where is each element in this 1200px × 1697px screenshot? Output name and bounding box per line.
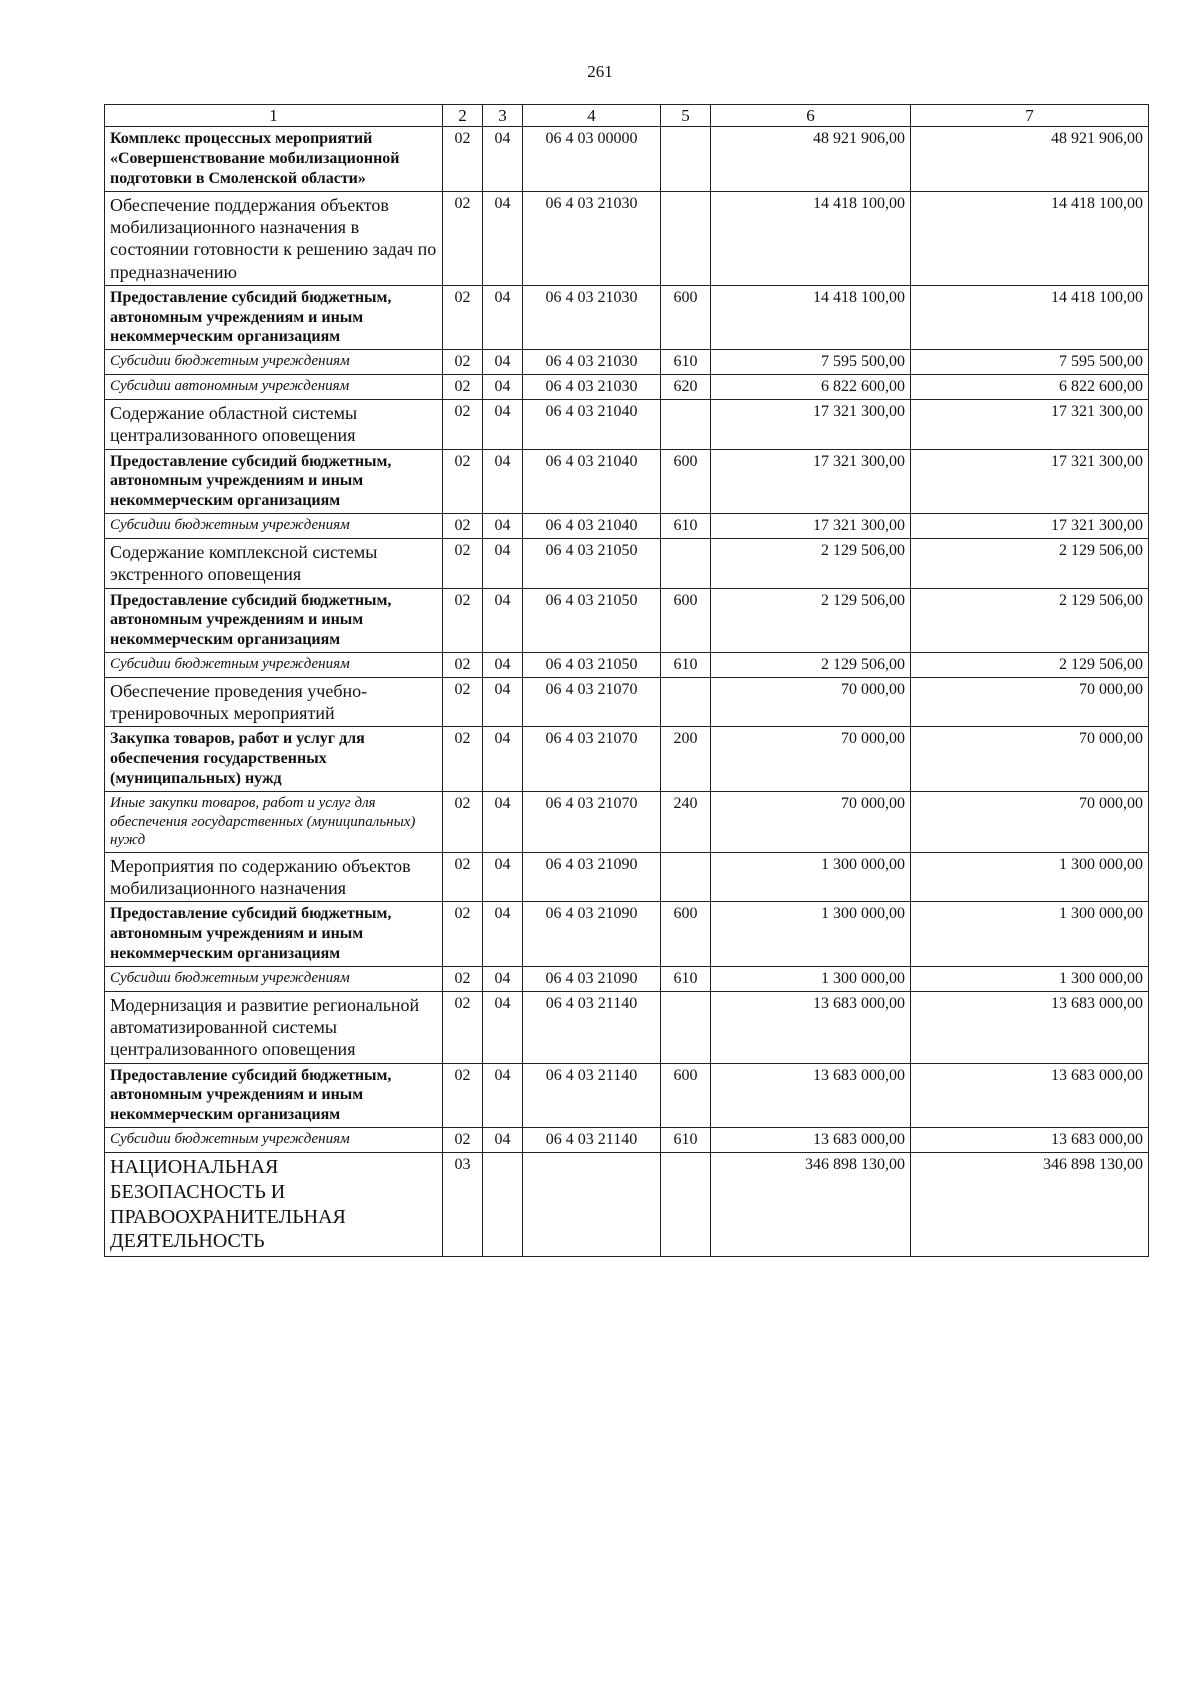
- amount-col-7: 346 898 130,00: [911, 1152, 1149, 1256]
- target-article-code: 06 4 03 21040: [523, 449, 661, 513]
- subsection-code: 04: [483, 588, 523, 652]
- amount-col-7: 17 321 300,00: [911, 399, 1149, 449]
- expense-type-code: 600: [661, 1063, 711, 1127]
- budget-table: [104, 104, 1149, 1257]
- item-name: Содержание комплексной системы экстренного оповещения: [105, 538, 443, 588]
- target-article-code: 06 4 03 21050: [523, 588, 661, 652]
- item-name: Содержание областной системы централизованного оповещения: [105, 399, 443, 449]
- subsection-code: 04: [483, 852, 523, 902]
- header-cell-4: 4: [523, 105, 661, 127]
- section-code: 02: [443, 791, 483, 852]
- item-name: Предоставление субсидий бюджетным, автономным учреждениям и иным некоммерческим организациям: [105, 285, 443, 349]
- amount-col-6: 13 683 000,00: [711, 1063, 911, 1127]
- amount-col-6: 6 822 600,00: [711, 375, 911, 400]
- amount-col-7: 14 418 100,00: [911, 191, 1149, 285]
- item-name: Модернизация и развитие региональной автоматизированной системы централизованного оповещения: [105, 991, 443, 1063]
- expense-type-code: 610: [661, 350, 711, 375]
- expense-type-code: 610: [661, 966, 711, 991]
- section-code: 02: [443, 191, 483, 285]
- amount-col-7: 2 129 506,00: [911, 653, 1149, 678]
- target-article-code: 06 4 03 21040: [523, 399, 661, 449]
- subsection-code: 04: [483, 449, 523, 513]
- amount-col-6: 346 898 130,00: [711, 1152, 911, 1256]
- table-row: [105, 375, 1149, 400]
- target-article-code: 06 4 03 21140: [523, 991, 661, 1063]
- table-row: [105, 653, 1149, 678]
- expense-type-code: 200: [661, 727, 711, 791]
- item-name: Субсидии бюджетным учреждениям: [105, 514, 443, 539]
- item-name: Субсидии бюджетным учреждениям: [105, 350, 443, 375]
- item-name: Обеспечение поддержания объектов мобилизационного назначения в состоянии готовности к решению задач по предназначению: [105, 191, 443, 285]
- amount-col-7: 14 418 100,00: [911, 285, 1149, 349]
- table-row: [105, 1152, 1149, 1256]
- amount-col-7: 1 300 000,00: [911, 902, 1149, 966]
- section-code: 02: [443, 653, 483, 678]
- table-row: [105, 285, 1149, 349]
- table-row: [105, 1063, 1149, 1127]
- amount-col-7: 13 683 000,00: [911, 1063, 1149, 1127]
- amount-col-7: 1 300 000,00: [911, 966, 1149, 991]
- amount-col-6: 2 129 506,00: [711, 538, 911, 588]
- subsection-code: 04: [483, 350, 523, 375]
- target-article-code: 06 4 03 21070: [523, 677, 661, 727]
- header-cell-7: 7: [911, 105, 1149, 127]
- subsection-code: 04: [483, 285, 523, 349]
- amount-col-7: 70 000,00: [911, 677, 1149, 727]
- target-article-code: [523, 1152, 661, 1256]
- subsection-code: [483, 1152, 523, 1256]
- item-name: Предоставление субсидий бюджетным, автономным учреждениям и иным некоммерческим организациям: [105, 588, 443, 652]
- table-row: [105, 127, 1149, 191]
- target-article-code: 06 4 03 21030: [523, 375, 661, 400]
- amount-col-6: 13 683 000,00: [711, 991, 911, 1063]
- item-name: Предоставление субсидий бюджетным, автономным учреждениям и иным некоммерческим организациям: [105, 902, 443, 966]
- table-row: [105, 399, 1149, 449]
- amount-col-7: 2 129 506,00: [911, 538, 1149, 588]
- item-name: Мероприятия по содержанию объектов мобилизационного назначения: [105, 852, 443, 902]
- section-code: 02: [443, 991, 483, 1063]
- amount-col-7: 17 321 300,00: [911, 449, 1149, 513]
- target-article-code: 06 4 03 21070: [523, 727, 661, 791]
- expense-type-code: [661, 1152, 711, 1256]
- target-article-code: 06 4 03 21070: [523, 791, 661, 852]
- expense-type-code: [661, 991, 711, 1063]
- amount-col-6: 1 300 000,00: [711, 852, 911, 902]
- expense-type-code: 610: [661, 1128, 711, 1153]
- subsection-code: 04: [483, 653, 523, 678]
- amount-col-7: 13 683 000,00: [911, 991, 1149, 1063]
- expense-type-code: [661, 399, 711, 449]
- amount-col-6: 13 683 000,00: [711, 1128, 911, 1153]
- table-row: [105, 791, 1149, 852]
- expense-type-code: 620: [661, 375, 711, 400]
- subsection-code: 04: [483, 514, 523, 539]
- table-row: [105, 588, 1149, 652]
- amount-col-6: 17 321 300,00: [711, 449, 911, 513]
- section-code: 02: [443, 966, 483, 991]
- table-row: [105, 677, 1149, 727]
- page-number: 261: [587, 62, 613, 81]
- amount-col-7: 7 595 500,00: [911, 350, 1149, 375]
- subsection-code: 04: [483, 727, 523, 791]
- amount-col-6: 17 321 300,00: [711, 514, 911, 539]
- subsection-code: 04: [483, 991, 523, 1063]
- section-code: 02: [443, 449, 483, 513]
- section-code: 02: [443, 350, 483, 375]
- expense-type-code: 610: [661, 514, 711, 539]
- subsection-code: 04: [483, 375, 523, 400]
- amount-col-6: 14 418 100,00: [711, 285, 911, 349]
- item-name: НАЦИОНАЛЬНАЯ БЕЗОПАСНОСТЬ И ПРАВООХРАНИТЕЛЬНАЯ ДЕЯТЕЛЬНОСТЬ: [105, 1152, 443, 1256]
- target-article-code: 06 4 03 21050: [523, 538, 661, 588]
- item-name: Субсидии бюджетным учреждениям: [105, 1128, 443, 1153]
- subsection-code: 04: [483, 1063, 523, 1127]
- amount-col-6: 70 000,00: [711, 791, 911, 852]
- subsection-code: 04: [483, 677, 523, 727]
- table-row: [105, 350, 1149, 375]
- expense-type-code: [661, 127, 711, 191]
- amount-col-7: 17 321 300,00: [911, 514, 1149, 539]
- subsection-code: 04: [483, 538, 523, 588]
- target-article-code: 06 4 03 21140: [523, 1063, 661, 1127]
- section-code: 02: [443, 538, 483, 588]
- table-row: [105, 538, 1149, 588]
- expense-type-code: 600: [661, 449, 711, 513]
- amount-col-7: 70 000,00: [911, 727, 1149, 791]
- expense-type-code: [661, 191, 711, 285]
- section-code: 02: [443, 677, 483, 727]
- subsection-code: 04: [483, 791, 523, 852]
- subsection-code: 04: [483, 127, 523, 191]
- header-cell-1: 1: [105, 105, 443, 127]
- item-name: Обеспечение проведения учебно-тренировочных мероприятий: [105, 677, 443, 727]
- amount-col-6: 14 418 100,00: [711, 191, 911, 285]
- subsection-code: 04: [483, 902, 523, 966]
- header-cell-2: 2: [443, 105, 483, 127]
- header-cell-6: 6: [711, 105, 911, 127]
- target-article-code: 06 4 03 21030: [523, 285, 661, 349]
- expense-type-code: [661, 677, 711, 727]
- header-cell-3: 3: [483, 105, 523, 127]
- amount-col-6: 1 300 000,00: [711, 966, 911, 991]
- target-article-code: 06 4 03 21090: [523, 966, 661, 991]
- table-row: [105, 966, 1149, 991]
- amount-col-6: 2 129 506,00: [711, 653, 911, 678]
- amount-col-6: 17 321 300,00: [711, 399, 911, 449]
- item-name: Субсидии автономным учреждениям: [105, 375, 443, 400]
- item-name: Иные закупки товаров, работ и услуг для обеспечения государственных (муниципальных) нужд: [105, 791, 443, 852]
- amount-col-6: 7 595 500,00: [711, 350, 911, 375]
- target-article-code: 06 4 03 21040: [523, 514, 661, 539]
- section-code: 02: [443, 1128, 483, 1153]
- section-code: 02: [443, 514, 483, 539]
- amount-col-7: 13 683 000,00: [911, 1128, 1149, 1153]
- section-code: 03: [443, 1152, 483, 1256]
- table-header-row: [105, 105, 1149, 127]
- table-row: [105, 902, 1149, 966]
- table-row: [105, 727, 1149, 791]
- amount-col-6: 2 129 506,00: [711, 588, 911, 652]
- subsection-code: 04: [483, 966, 523, 991]
- expense-type-code: 600: [661, 588, 711, 652]
- table-row: [105, 514, 1149, 539]
- item-name: Предоставление субсидий бюджетным, автономным учреждениям и иным некоммерческим организациям: [105, 449, 443, 513]
- section-code: 02: [443, 375, 483, 400]
- expense-type-code: 610: [661, 653, 711, 678]
- expense-type-code: [661, 538, 711, 588]
- section-code: 02: [443, 727, 483, 791]
- item-name: Субсидии бюджетным учреждениям: [105, 653, 443, 678]
- target-article-code: 06 4 03 21140: [523, 1128, 661, 1153]
- expense-type-code: 600: [661, 285, 711, 349]
- amount-col-6: 70 000,00: [711, 677, 911, 727]
- amount-col-6: 1 300 000,00: [711, 902, 911, 966]
- amount-col-7: 1 300 000,00: [911, 852, 1149, 902]
- item-name: Закупка товаров, работ и услуг для обеспечения государственных (муниципальных) нужд: [105, 727, 443, 791]
- amount-col-7: 48 921 906,00: [911, 127, 1149, 191]
- section-code: 02: [443, 285, 483, 349]
- header-cell-5: 5: [661, 105, 711, 127]
- subsection-code: 04: [483, 1128, 523, 1153]
- target-article-code: 06 4 03 21090: [523, 902, 661, 966]
- amount-col-6: 70 000,00: [711, 727, 911, 791]
- target-article-code: 06 4 03 00000: [523, 127, 661, 191]
- expense-type-code: [661, 852, 711, 902]
- target-article-code: 06 4 03 21090: [523, 852, 661, 902]
- section-code: 02: [443, 1063, 483, 1127]
- section-code: 02: [443, 127, 483, 191]
- amount-col-7: 6 822 600,00: [911, 375, 1149, 400]
- target-article-code: 06 4 03 21030: [523, 350, 661, 375]
- section-code: 02: [443, 399, 483, 449]
- section-code: 02: [443, 588, 483, 652]
- table-row: [105, 191, 1149, 285]
- table-row: [105, 991, 1149, 1063]
- amount-col-7: 2 129 506,00: [911, 588, 1149, 652]
- amount-col-6: 48 921 906,00: [711, 127, 911, 191]
- section-code: 02: [443, 852, 483, 902]
- item-name: Комплекс процессных мероприятий «Совершенствование мобилизационной подготовки в Смоленской области»: [105, 127, 443, 191]
- amount-col-7: 70 000,00: [911, 791, 1149, 852]
- subsection-code: 04: [483, 399, 523, 449]
- target-article-code: 06 4 03 21050: [523, 653, 661, 678]
- target-article-code: 06 4 03 21030: [523, 191, 661, 285]
- item-name: Предоставление субсидий бюджетным, автономным учреждениям и иным некоммерческим организациям: [105, 1063, 443, 1127]
- subsection-code: 04: [483, 191, 523, 285]
- item-name: Субсидии бюджетным учреждениям: [105, 966, 443, 991]
- table-row: [105, 852, 1149, 902]
- table-row: [105, 449, 1149, 513]
- section-code: 02: [443, 902, 483, 966]
- table-row: [105, 1128, 1149, 1153]
- expense-type-code: 240: [661, 791, 711, 852]
- expense-type-code: 600: [661, 902, 711, 966]
